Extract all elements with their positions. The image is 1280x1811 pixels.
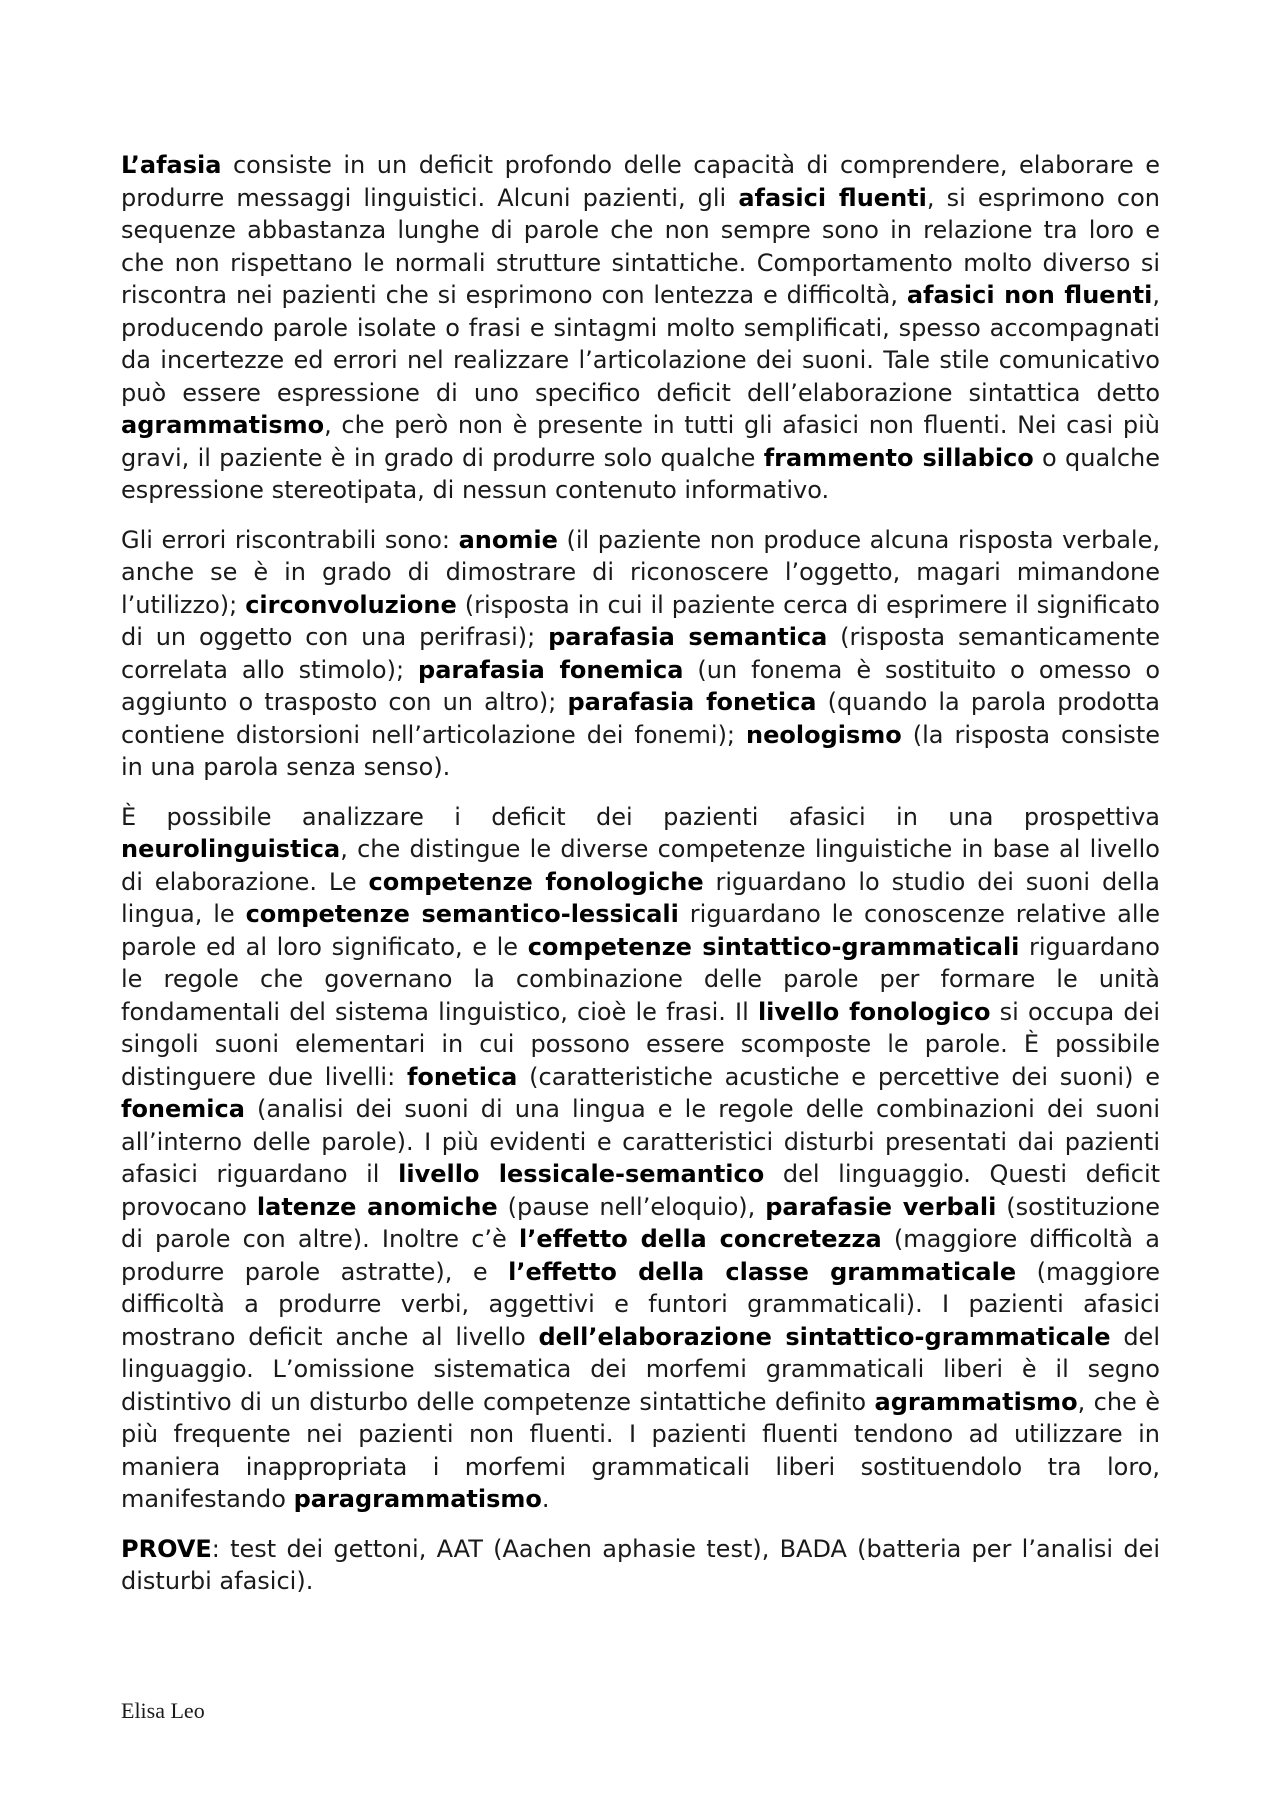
bold-term: competenze semantico-lessicali bbox=[245, 900, 679, 928]
bold-term: l’effetto della classe grammaticale bbox=[508, 1257, 1017, 1286]
text-run: , che però non è presente in tutti gli afasici non fluenti. Nei casi più gravi, il paziente è in grado di produrre solo qualche bbox=[121, 411, 1160, 472]
text-run: (analisi dei suoni di una lingua e le regole delle combinazioni dei suoni all’interno delle parole). I più evidenti e caratteristici disturbi presentati dai pazienti afasici riguardano il bbox=[121, 1095, 1160, 1188]
text-run: , producendo parole isolate o frasi e sintagmi molto semplificati, spesso accompagnati da incertezze ed errori nel realizzare l’articolazione dei suoni. Tale stile comunicativo può essere espressione di uno specifico deficit dell’elaborazione sintattica detto bbox=[121, 281, 1160, 407]
bold-term: L’afasia bbox=[121, 151, 222, 179]
bold-term: paragrammatismo bbox=[293, 1485, 542, 1513]
bold-term: l’effetto della concretezza bbox=[518, 1225, 882, 1253]
bold-term: afasici fluenti bbox=[738, 183, 927, 212]
bold-term: anomie bbox=[458, 525, 558, 554]
text-run: È possibile analizzare i deficit dei pazienti afasici in una prospettiva bbox=[121, 802, 1160, 831]
text-run: (quando la parola prodotta contiene distorsioni nell’articolazione dei fonemi); bbox=[121, 688, 1161, 749]
text-run: . bbox=[541, 1485, 550, 1513]
text-run: (risposta in cui il paziente cerca di esprimere il significato di un oggetto con una perifrasi); bbox=[121, 590, 1160, 651]
paragraph-1 bbox=[121, 149, 1160, 507]
text-run: (un fonema è sostituito o omesso o aggiunto o trasposto con un altro); bbox=[121, 655, 1161, 716]
text-run: riguardano le conoscenze relative alle parole ed al loro significato, e le bbox=[121, 900, 1160, 961]
bold-term: neurolinguistica bbox=[121, 835, 341, 863]
bold-term: parafasie verbali bbox=[765, 1192, 997, 1221]
footer-author: Elisa Leo bbox=[121, 1698, 205, 1723]
text-run: consiste in un deficit profondo delle capacità di comprendere, elaborare e produrre messaggi linguistici. Alcuni pazienti, gli bbox=[121, 151, 1160, 212]
bold-term: frammento sillabico bbox=[763, 443, 1034, 472]
bold-term: agrammatismo bbox=[121, 411, 325, 439]
bold-term: livello fonologico bbox=[757, 997, 991, 1026]
text-run: del linguaggio. Questi deficit provocano bbox=[121, 1160, 1161, 1221]
paragraph-3 bbox=[121, 801, 1160, 1516]
bold-term: neologismo bbox=[746, 720, 902, 749]
paragraph-2 bbox=[121, 524, 1160, 784]
text-run: si occupa dei singoli suoni elementari in cui possono essere scomposte le parole. È possibile distinguere due livelli: bbox=[121, 997, 1160, 1091]
bold-term: fonetica bbox=[406, 1062, 518, 1091]
bold-term: dell’elaborazione sintattico-grammaticale bbox=[538, 1322, 1111, 1351]
text-run: (maggiore difficoltà a produrre parole astratte), e bbox=[121, 1225, 1160, 1286]
paragraph-4 bbox=[121, 1533, 1160, 1598]
text-run: del linguaggio. L’omissione sistematica dei morfemi grammaticali liberi è il segno distintivo di un disturbo delle competenze sintattiche definito bbox=[121, 1322, 1160, 1416]
bold-term: agrammatismo bbox=[874, 1387, 1078, 1416]
text-run: o qualche espressione stereotipata, di nessun contenuto informativo. bbox=[121, 443, 1160, 504]
text-run: (caratteristiche acustiche e percettive dei suoni) e bbox=[517, 1062, 1160, 1091]
text-run: : test dei gettoni, AAT (Aachen aphasie test), BADA (batteria per l’analisi dei disturbi afasici). bbox=[121, 1534, 1160, 1595]
text-run: (la risposta consiste in una parola senza senso). bbox=[121, 720, 1160, 781]
text-run: (il paziente non produce alcuna risposta verbale, anche se è in grado di dimostrare di riconoscere l’oggetto, magari mimandone l’utilizzo); bbox=[121, 525, 1160, 619]
text-run: , che distingue le diverse competenze linguistiche in base al livello di elaborazione. Le bbox=[121, 835, 1160, 896]
text-run: riguardano le regole che governano la combinazione delle parole per formare le unità fondamentali del sistema linguistico, cioè le frasi. Il bbox=[121, 932, 1160, 1026]
bold-term: parafasia semantica bbox=[548, 623, 828, 651]
text-run: (pause nell’eloquio), bbox=[497, 1192, 766, 1221]
bold-term: competenze fonologiche bbox=[368, 867, 704, 896]
bold-term: latenze anomiche bbox=[256, 1192, 498, 1221]
text-run: , che è più frequente nei pazienti non fluenti. I pazienti fluenti tendono ad utilizzare in maniera inappropriata i morfemi grammaticali liberi sostituendolo tra loro, manifestando bbox=[121, 1387, 1161, 1513]
text-run: Gli errori riscontrabili sono: bbox=[121, 525, 459, 554]
bold-term: livello lessicale-semantico bbox=[398, 1160, 765, 1188]
bold-term: parafasia fonetica bbox=[567, 688, 817, 716]
text-run: riguardano lo studio dei suoni della lingua, le bbox=[121, 867, 1160, 928]
bold-term: afasici non fluenti bbox=[906, 281, 1153, 309]
bold-term: circonvoluzione bbox=[245, 590, 457, 619]
bold-term: fonemica bbox=[121, 1095, 245, 1123]
text-run: (maggiore difficoltà a produrre verbi, aggettivi e funtori grammaticali). I pazienti afasici mostrano deficit anche al livello bbox=[121, 1257, 1160, 1351]
bold-term: parafasia fonemica bbox=[418, 655, 684, 684]
text-run: (risposta semanticamente correlata allo stimolo); bbox=[121, 623, 1161, 684]
text-run: (sostituzione di parole con altre). Inoltre c’è bbox=[121, 1192, 1160, 1253]
bold-term: competenze sintattico-grammaticali bbox=[527, 932, 1020, 961]
bold-term: PROVE bbox=[121, 1534, 212, 1563]
document-body bbox=[121, 149, 1160, 1615]
text-run: , si esprimono con sequenze abbastanza lunghe di parole che non sempre sono in relazione tra loro e che non rispettano le normali strutture sintattiche. Comportamento molto diverso si riscontra nei pazienti che si esprimono con lentezza e difficoltà, bbox=[121, 183, 1160, 309]
